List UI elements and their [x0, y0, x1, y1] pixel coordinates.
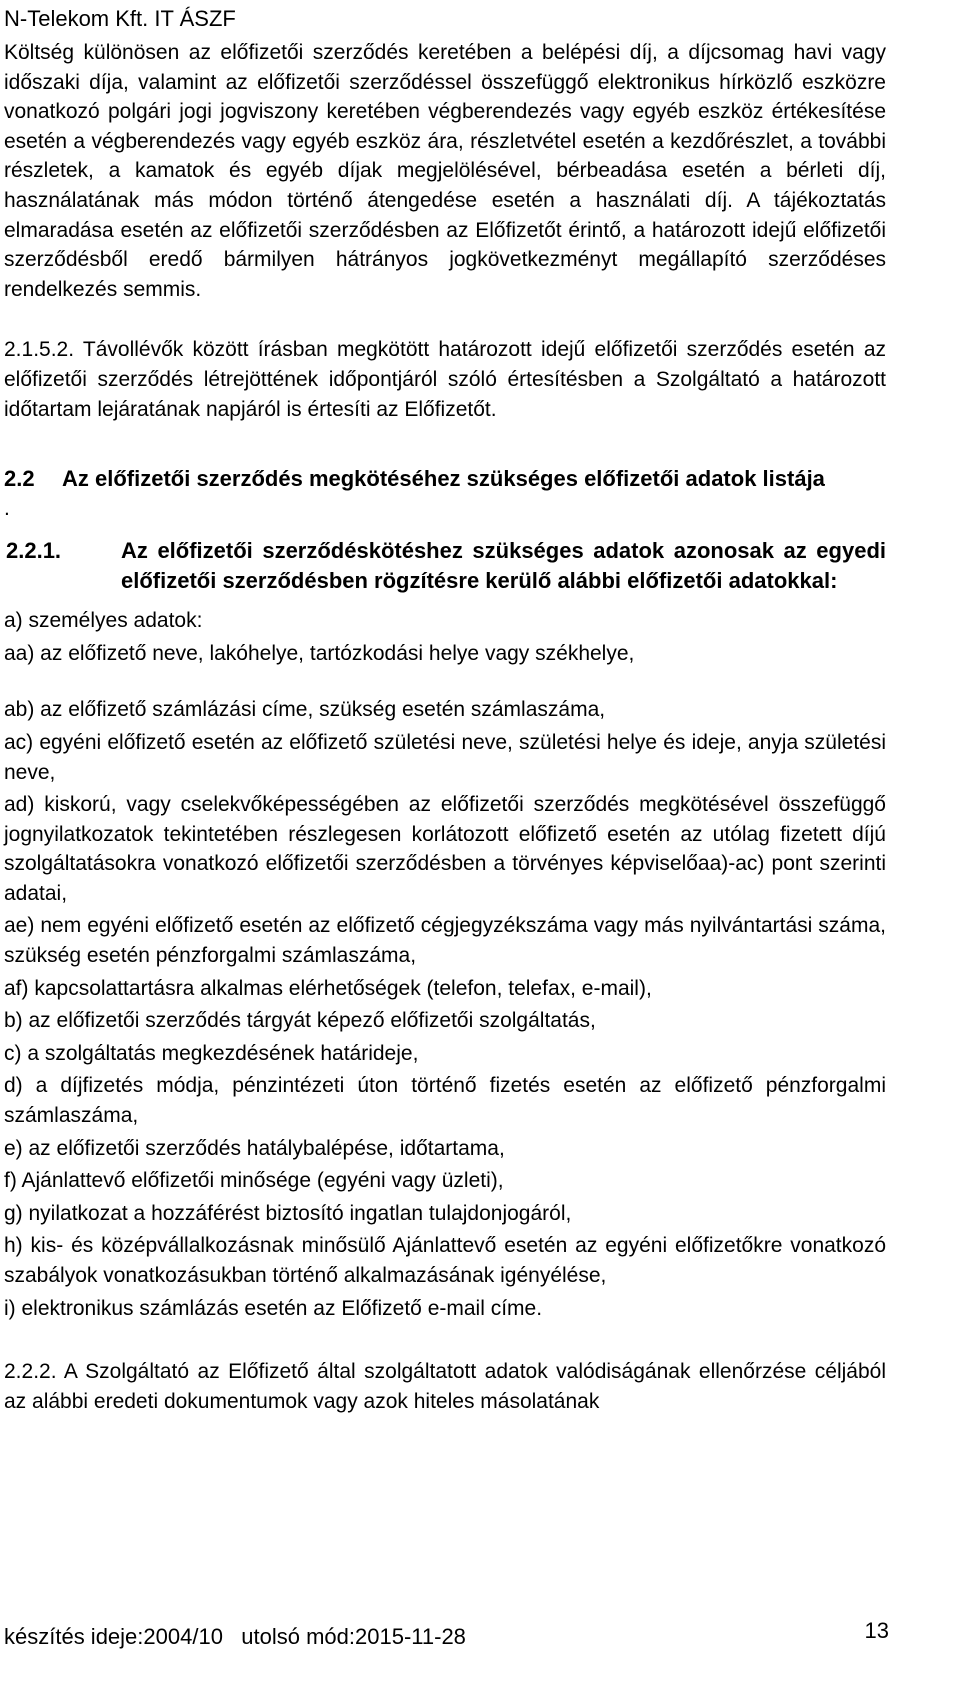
list-item-g: g) nyilatkozat a hozzáférést biztosító ingatlan tulajdonjogáról, [4, 1201, 572, 1225]
subsection-heading-2-2-1 [4, 536, 886, 596]
section-number: 2.2 [4, 466, 35, 492]
list-item-a: a) személyes adatok: [4, 609, 203, 633]
page-number: 13 [864, 1618, 889, 1643]
list-item-b: b) az előfizetői szerződés tárgyát képező előfizetői szolgáltatás, [4, 1009, 596, 1033]
list-item-c: c) a szolgáltatás megkezdésének határideje, [4, 1041, 419, 1065]
list-item-h: h) kis- és középvállalkozásnak minősülő Ajánlattevő esetén az egyéni előfizetőkre vonatkozó szabályok vonatkozásukban történő alkalmazásának igényélése, [4, 1234, 886, 1287]
paragraph-2-1-5-2: 2.1.5.2. Távollévők között írásban megkötött határozott idejű előfizetői szerződés esetén az előfizetői szerződés létrejöttének időpontjáról szóló értesítésben a Szolgáltató a határozott időtartam lejáratának napjáról is értesíti az Előfizetőt. [4, 338, 886, 421]
footer-created: készítés ideje:2004/10 [4, 1624, 223, 1649]
document-footer [4, 1618, 889, 1650]
list-item-i: i) elektronikus számlázás esetén az Előfizető e-mail címe. [4, 1296, 543, 1320]
section-dot: . [4, 497, 10, 521]
footer-left [4, 1624, 466, 1650]
list-item-ae: ae) nem egyéni előfizető esetén az előfizető cégjegyzékszáma vagy más nyilvántartási száma, szükség esetén pénzforgalmi számlaszáma, [4, 914, 886, 968]
footer-modified: utolsó mód:2015-11-28 [241, 1624, 466, 1649]
section-heading-2-2 [4, 464, 886, 494]
paragraph-cost-info: Költség különösen az előfizetői szerződés keretében a belépési díj, a díjcsomag havi vagy időszaki díja, valamint az előfizetői szerződéssel összefüggő elektronikus hírközlő eszközre vonatkozó polgári jogi jogviszony keretében végberendezés vagy egyéb eszköz értékesítése esetén a végberendezés vagy egyéb eszköz ára, részletvétel esetén a kezdőrészlet, a további részletek, a kamatok és egyéb díjak megjelölésével, bérbeadása esetén a bérleti díj, használatának más módon történő átengedése esetén a használati díj. A tájékoztatás elmaradása esetén az előfizetői szerződésben az Előfizetőt érintő, a határozott idejű előfizetői szerződésből eredő bármilyen hátrányos jogkövetkezményt megállapító szerződéses rendelkezés semmis. [4, 41, 886, 301]
document-body [4, 38, 886, 1416]
section-title: Az előfizetői szerződés megkötéséhez szükséges előfizetői adatok listája [62, 466, 825, 492]
paragraph-2-2-2: 2.2.2. A Szolgáltató az Előfizető által szolgáltatott adatok valódiságának ellenőrzése céljából az alábbi eredeti dokumentumok vagy azok hiteles másolatának [4, 1360, 886, 1413]
list-item-e: e) az előfizetői szerződés hatálybalépése, időtartama, [4, 1136, 505, 1160]
list-item-ac: ac) egyéni előfizető esetén az előfizető születési neve, születési helye és ideje, anyja születési neve, [4, 730, 886, 784]
document-header: N-Telekom Kft. IT ÁSZF [4, 6, 236, 31]
list-item-ab: ab) az előfizető számlázási címe, szükség esetén számlaszáma, [4, 698, 606, 722]
subsection-number: 2.2.1. [6, 538, 62, 564]
list-item-aa: aa) az előfizető neve, lakóhelye, tartózkodási helye vagy székhelye, [4, 641, 635, 665]
list-item-af: af) kapcsolattartásra alkalmas elérhetőségek (telefon, telefax, e-mail), [4, 976, 652, 1000]
list-item-d: d) a díjfizetés módja, pénzintézeti úton történő fizetés esetén az előfizető pénzforgalmi számlaszáma, [4, 1074, 886, 1128]
list-item-f: f) Ajánlattevő előfizetői minősége (egyéni vagy üzleti), [4, 1169, 504, 1193]
subsection-title: Az előfizetői szerződéskötéshez szükséges adatok azonosak az egyedi előfizetői szerződésben rögzítésre kerülő alábbi előfizetői adatokkal: [121, 538, 886, 594]
list-item-ad: ad) kiskorú, vagy cselekvőképességében az előfizetői szerződés megkötésével összefüggő jognyilatkozatok tekintetében részlegesen korlátozott előfizető esetén az utólag fizetett díjú szolgáltatásokra vonatkozó előfizetői szerződésben a törvényes képviselőaa)-ac) pont szerinti adatai, [4, 793, 886, 905]
